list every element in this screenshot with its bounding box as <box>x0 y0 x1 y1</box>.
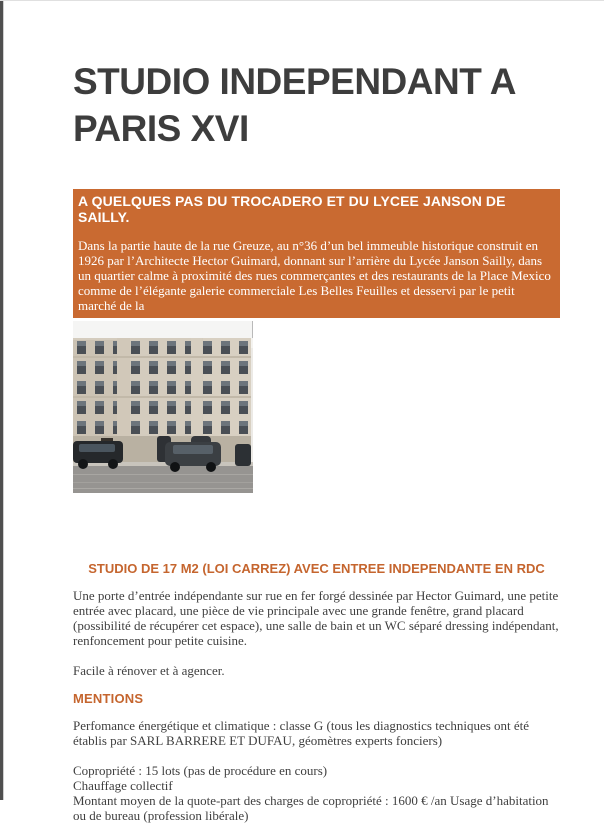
building-photo[interactable] <box>73 321 253 493</box>
photo-top-margin <box>73 321 253 338</box>
highlight-paragraph: Dans la partie haute de la rue Greuze, au n°36 d’un bel immeuble historique construit en 1926 par l’Architecte Hector Guimard, donnant sur l’arrière du Lycée Janson Sailly, dans un quartier calme à proximité des rues commerçantes et des restaurants de la Place Mexico comme de l’élégante galerie commerciale Les Belles Feuilles et desservi par le petit marché de la <box>78 238 551 313</box>
mentions-heading: MENTIONS <box>73 691 144 706</box>
page-title: STUDIO INDEPENDANT A PARIS XVI <box>73 61 515 149</box>
mentions-heating-line: Chauffage collectif <box>73 778 173 793</box>
mentions-energy-paragraph: Perfomance énergétique et climatique : classe G (tous les diagnostics techniques ont été établis par SARL BARRERE ET DUFAU, géomètres experts fonciers) <box>73 718 530 748</box>
renovation-note: Facile à rénover et à agencer. <box>73 663 225 678</box>
highlight-heading: A QUELQUES PAS DU TROCADERO ET DU LYCEE JANSON DE SAILLY. <box>78 193 506 225</box>
mentions-copro-paragraph <box>73 763 560 823</box>
description-paragraph: Une porte d’entrée indépendante sur rue en fer forgé dessinée par Hector Guimard, une petite entrée avec placard, une pièce de vie principale avec une grande fenêtre, grand placard (possibilité de récupérer cet espace), une salle de bain et un WC séparé dressing indépendant, renfoncement pour petite cuisine. <box>73 588 559 648</box>
mentions-lots-line: Copropriété : 15 lots (pas de procédure en cours) <box>73 763 328 778</box>
listing-document <box>73 0 560 823</box>
mentions-charges-line: Montant moyen de la quote-part des charges de copropriété : 1600 € /an Usage d’habitation ou de bureau (profession libérale) <box>73 793 549 823</box>
highlight-block <box>73 189 560 318</box>
page-left-border <box>0 0 4 800</box>
building-facade-image <box>73 338 253 493</box>
studio-section-heading: STUDIO DE 17 M2 (LOI CARREZ) AVEC ENTREE INDEPENDANTE EN RDC <box>88 561 545 576</box>
